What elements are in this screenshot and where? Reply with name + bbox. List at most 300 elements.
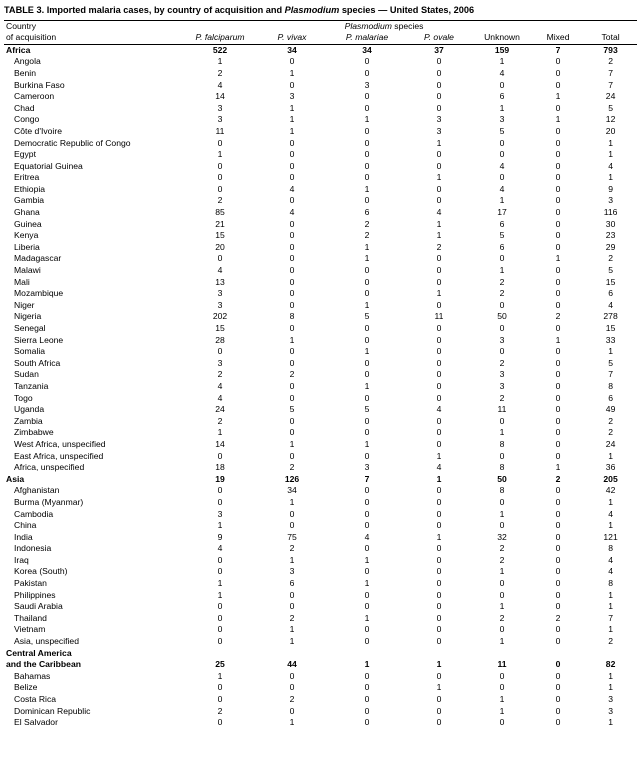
row-value: 0 [555, 508, 561, 519]
row-value: 0 [499, 624, 505, 635]
row-value: 0 [217, 450, 223, 461]
row-value: 522 [212, 44, 228, 55]
row-value: 2 [608, 427, 613, 438]
row-value: 0 [217, 160, 223, 171]
row-value: 0 [289, 415, 295, 426]
row-value: 0 [555, 450, 561, 461]
row-value: 0 [436, 485, 442, 496]
table-row [4, 520, 637, 532]
row-value: 0 [217, 682, 223, 693]
row-value: 15 [215, 230, 225, 241]
row-value: 82 [605, 659, 616, 670]
table-row [4, 694, 637, 706]
row-value: 1 [289, 496, 295, 507]
row-value: 0 [364, 195, 370, 206]
row-value: 1 [436, 682, 442, 693]
row-value: 49 [605, 404, 616, 415]
table-row [4, 369, 637, 381]
row-value: 159 [494, 44, 510, 55]
row-label: Equatorial Guinea [14, 160, 83, 171]
row-value: 12 [605, 114, 616, 125]
row-value: 1 [364, 299, 370, 310]
row-value: 0 [499, 496, 505, 507]
row-value: 0 [555, 404, 561, 415]
row-value: 1 [499, 102, 505, 113]
table-body [4, 44, 637, 729]
row-label: Thailand [14, 612, 47, 623]
row-value: 5 [364, 404, 370, 415]
row-label: Asia [6, 473, 25, 484]
row-value: 0 [555, 601, 561, 612]
row-value: 1 [289, 438, 295, 449]
row-value: 0 [364, 334, 370, 345]
row-value: 1 [289, 67, 295, 78]
row-value: 4 [217, 265, 223, 276]
row-value: 0 [436, 508, 442, 519]
row-label: Nigeria [14, 311, 42, 322]
row-value: 4 [499, 160, 505, 171]
row-label: India [14, 531, 33, 542]
row-value: 32 [497, 531, 507, 542]
row-value: 278 [603, 311, 618, 322]
row-value: 4 [364, 531, 370, 542]
table-row [4, 114, 637, 126]
table-row [4, 219, 637, 231]
table-row [4, 393, 637, 405]
row-value: 0 [436, 276, 442, 287]
row-value: 1 [608, 601, 613, 612]
row-value: 0 [436, 299, 442, 310]
row-value: 8 [608, 578, 613, 589]
row-value: 24 [605, 91, 616, 102]
row-value: 3 [289, 91, 295, 102]
malaria-cases-table [4, 20, 637, 729]
row-label: Democratic Republic of Congo [14, 137, 131, 148]
row-value: 0 [436, 160, 442, 171]
table-row [4, 381, 637, 393]
row-label: Guinea [14, 218, 42, 229]
row-value: 0 [436, 334, 442, 345]
row-label [4, 648, 184, 671]
row-value: 8 [499, 485, 505, 496]
row-value: 3 [608, 705, 613, 716]
row-value: 24 [215, 404, 225, 415]
row-value: 1 [499, 265, 505, 276]
row-label: South Africa [14, 357, 61, 368]
header-species-italic: Plasmodium [344, 20, 392, 31]
row-value: 14 [215, 438, 225, 449]
table-row [4, 91, 637, 103]
row-value: 0 [555, 694, 561, 705]
row-value: 4 [217, 79, 223, 90]
table-row [4, 103, 637, 115]
table-row [4, 706, 637, 718]
row-value: 0 [364, 149, 370, 160]
table-row [4, 172, 637, 184]
row-value: 4 [436, 462, 442, 473]
row-value: 1 [364, 612, 370, 623]
row-value: 1 [608, 670, 613, 681]
row-value: 0 [555, 195, 561, 206]
row-value: 0 [555, 438, 561, 449]
row-value: 0 [364, 415, 370, 426]
row-value: 0 [555, 160, 561, 171]
table-row [4, 56, 637, 68]
row-label: Costa Rica [14, 694, 57, 705]
row-value: 0 [555, 265, 561, 276]
header-col-p-vivax: P. vivax [256, 32, 328, 44]
row-value: 21 [215, 218, 225, 229]
row-value: 0 [364, 427, 370, 438]
row-value: 1 [289, 624, 295, 635]
row-value: 1 [555, 91, 561, 102]
row-value: 3 [499, 380, 505, 391]
row-label: China [14, 520, 37, 531]
row-value: 1 [499, 427, 505, 438]
row-value: 2 [364, 230, 370, 241]
row-value: 3 [499, 114, 505, 125]
row-value: 5 [608, 265, 613, 276]
row-value: 0 [555, 276, 561, 287]
row-value: 3 [289, 566, 295, 577]
row-value: 0 [436, 195, 442, 206]
row-value: 2 [499, 392, 505, 403]
row-value: 1 [436, 172, 442, 183]
row-value: 4 [608, 554, 613, 565]
row-value: 3 [217, 357, 223, 368]
row-value: 15 [605, 323, 616, 334]
row-value: 1 [289, 636, 295, 647]
row-value: 34 [362, 44, 372, 55]
row-value: 0 [289, 380, 295, 391]
row-value: 15 [215, 323, 225, 334]
row-value: 0 [217, 485, 223, 496]
row-value: 0 [436, 380, 442, 391]
row-value: 5 [499, 125, 505, 136]
row-value: 0 [499, 415, 505, 426]
row-value: 0 [555, 578, 561, 589]
row-value: 1 [608, 624, 613, 635]
row-value: 0 [436, 392, 442, 403]
row-value: 0 [499, 149, 505, 160]
table-row [4, 636, 637, 648]
title-suffix: species — United States, 2006 [339, 5, 475, 15]
row-value: 0 [217, 496, 223, 507]
table-row [4, 578, 637, 590]
row-value: 0 [217, 624, 223, 635]
row-value: 2 [217, 67, 223, 78]
row-value: 2 [555, 311, 561, 322]
table-row [4, 265, 637, 277]
row-value: 6 [608, 288, 613, 299]
row-value: 0 [499, 299, 505, 310]
row-value: 0 [217, 612, 223, 623]
row-value: 44 [287, 659, 297, 670]
row-value: 4 [499, 67, 505, 78]
row-value: 25 [215, 659, 225, 670]
row-value: 0 [364, 717, 370, 728]
row-value: 2 [555, 612, 561, 623]
row-value: 3 [499, 369, 505, 380]
row-value: 0 [555, 427, 561, 438]
row-label-line2: and the Caribbean [6, 659, 81, 670]
row-value: 1 [217, 427, 223, 438]
row-value: 0 [436, 624, 442, 635]
row-value: 1 [608, 520, 613, 531]
header-species-rest: species [391, 20, 424, 31]
row-value: 0 [289, 276, 295, 287]
header-country-line1: Country [4, 20, 184, 32]
row-value: 1 [289, 114, 295, 125]
row-value: 1 [608, 496, 613, 507]
row-value: 4 [289, 183, 295, 194]
row-value: 11 [434, 311, 444, 322]
row-value: 37 [434, 44, 444, 55]
row-value: 4 [608, 160, 613, 171]
row-value: 0 [364, 601, 370, 612]
row-value: 34 [287, 485, 297, 496]
row-value: 0 [364, 450, 370, 461]
row-value: 0 [555, 79, 561, 90]
row-label: Iraq [14, 554, 29, 565]
row-label: Cameroon [14, 91, 55, 102]
row-value: 1 [499, 601, 505, 612]
row-value: 793 [603, 44, 618, 55]
row-value: 0 [289, 346, 295, 357]
row-label: Mali [14, 276, 30, 287]
row-label: Malawi [14, 265, 41, 276]
row-value: 1 [364, 554, 370, 565]
row-value: 0 [499, 137, 505, 148]
row-value: 3 [499, 334, 505, 345]
row-label: Saudi Arabia [14, 601, 63, 612]
row-value: 0 [499, 79, 505, 90]
row-value: 0 [289, 299, 295, 310]
row-value: 0 [436, 427, 442, 438]
header-col-unknown: Unknown [472, 32, 532, 44]
row-value: 9 [217, 531, 223, 542]
row-value: 0 [364, 265, 370, 276]
table-row [4, 451, 637, 463]
row-value: 1 [436, 137, 442, 148]
row-value: 0 [436, 369, 442, 380]
table-row [4, 207, 637, 219]
row-label: Egypt [14, 149, 36, 160]
row-value: 0 [499, 450, 505, 461]
row-value: 19 [215, 473, 225, 484]
row-value: 0 [555, 496, 561, 507]
row-value: 0 [436, 323, 442, 334]
row-value: 0 [499, 346, 505, 357]
row-value: 0 [217, 636, 223, 647]
row-value: 4 [608, 508, 613, 519]
row-value: 0 [436, 346, 442, 357]
table-row [4, 126, 637, 138]
row-value: 0 [436, 102, 442, 113]
row-value: 13 [215, 276, 225, 287]
row-value: 1 [499, 56, 505, 67]
row-value: 3 [364, 79, 370, 90]
row-value: 0 [555, 659, 561, 670]
row-value: 0 [364, 624, 370, 635]
table-row [4, 323, 637, 335]
table-row [4, 161, 637, 173]
row-value: 0 [364, 682, 370, 693]
row-value: 0 [436, 183, 442, 194]
row-value: 126 [284, 473, 300, 484]
row-value: 0 [555, 102, 561, 113]
row-value: 6 [499, 218, 505, 229]
row-value: 0 [289, 160, 295, 171]
row-value: 2 [217, 195, 223, 206]
row-value: 0 [499, 717, 505, 728]
row-label: Eritrea [14, 172, 40, 183]
table-row [4, 80, 637, 92]
row-value: 0 [499, 323, 505, 334]
row-label: East Africa, unspecified [14, 450, 104, 461]
row-value: 8 [289, 311, 295, 322]
row-value: 0 [555, 589, 561, 600]
row-label: Kenya [14, 230, 39, 241]
row-value: 0 [436, 79, 442, 90]
row-value: 11 [497, 659, 507, 670]
table-row [4, 682, 637, 694]
row-value: 0 [555, 531, 561, 542]
row-value: 0 [217, 253, 223, 264]
row-value: 0 [289, 265, 295, 276]
row-value: 0 [289, 705, 295, 716]
row-value: 3 [436, 125, 442, 136]
table-row [4, 253, 637, 265]
header-species-group [184, 20, 584, 32]
table-row [4, 543, 637, 555]
row-value: 0 [436, 612, 442, 623]
table-row [4, 555, 637, 567]
row-value: 2 [555, 473, 561, 484]
row-value: 0 [555, 520, 561, 531]
row-value: 0 [289, 520, 295, 531]
row-value: 0 [555, 670, 561, 681]
row-value: 2 [608, 415, 613, 426]
row-value: 0 [289, 601, 295, 612]
row-value: 1 [364, 380, 370, 391]
title-italic-term: Plasmodium [284, 5, 340, 15]
row-value: 0 [555, 566, 561, 577]
row-value: 0 [217, 566, 223, 577]
row-value: 2 [436, 241, 442, 252]
row-value: 1 [608, 172, 613, 183]
row-label: Philippines [14, 589, 56, 600]
row-value: 7 [608, 67, 613, 78]
row-value: 0 [436, 705, 442, 716]
row-label: Togo [14, 392, 33, 403]
row-value: 2 [289, 612, 295, 623]
row-value: 0 [555, 172, 561, 183]
row-value: 0 [289, 392, 295, 403]
row-value: 14 [215, 91, 225, 102]
row-value: 0 [436, 438, 442, 449]
row-value: 23 [605, 230, 616, 241]
row-value: 24 [605, 438, 616, 449]
row-value: 0 [217, 137, 223, 148]
row-value: 0 [364, 67, 370, 78]
row-value: 0 [555, 357, 561, 368]
row-label: Liberia [14, 241, 40, 252]
row-value: 8 [499, 438, 505, 449]
row-value: 0 [436, 694, 442, 705]
row-value: 1 [499, 195, 505, 206]
row-value: 0 [217, 694, 223, 705]
row-value: 6 [499, 91, 505, 102]
row-label: Belize [14, 682, 38, 693]
row-value: 34 [287, 44, 297, 55]
row-value: 1 [364, 346, 370, 357]
row-value: 0 [436, 253, 442, 264]
row-value: 0 [289, 450, 295, 461]
row-value: 0 [364, 496, 370, 507]
row-value: 1 [217, 149, 223, 160]
header-row-columns [4, 32, 637, 44]
row-value: 2 [217, 705, 223, 716]
row-value: 7 [608, 612, 613, 623]
row-value: 1 [364, 241, 370, 252]
row-value: 0 [364, 392, 370, 403]
row-value: 0 [436, 415, 442, 426]
row-value: 0 [289, 682, 295, 693]
row-value: 5 [608, 102, 613, 113]
row-value: 0 [364, 137, 370, 148]
row-value: 1 [499, 694, 505, 705]
row-value: 42 [605, 485, 616, 496]
row-value: 0 [289, 288, 295, 299]
row-value: 1 [289, 334, 295, 345]
row-value: 0 [364, 369, 370, 380]
row-value: 3 [364, 462, 370, 473]
row-value: 2 [289, 543, 295, 554]
row-value: 121 [603, 531, 618, 542]
row-value: 2 [499, 276, 505, 287]
table-row [4, 277, 637, 289]
row-value: 4 [217, 392, 223, 403]
row-value: 0 [289, 508, 295, 519]
row-value: 17 [497, 207, 507, 218]
row-value: 1 [608, 450, 613, 461]
row-value: 0 [436, 265, 442, 276]
row-value: 0 [499, 520, 505, 531]
table-row [4, 138, 637, 150]
row-label: Sudan [14, 369, 39, 380]
row-value: 0 [555, 392, 561, 403]
row-label-line1: Central America [6, 647, 72, 658]
row-value: 0 [499, 172, 505, 183]
row-label: Zambia [14, 415, 43, 426]
row-label: Chad [14, 102, 35, 113]
row-value: 11 [497, 404, 507, 415]
row-value: 0 [217, 601, 223, 612]
row-value: 0 [436, 578, 442, 589]
row-value: 1 [364, 183, 370, 194]
row-value: 0 [289, 427, 295, 438]
row-value: 4 [608, 566, 613, 577]
row-value: 0 [555, 207, 561, 218]
row-value: 0 [364, 91, 370, 102]
row-value: 0 [436, 496, 442, 507]
row-value: 20 [605, 125, 616, 136]
table-title [0, 0, 641, 20]
row-label: Tanzania [14, 380, 49, 391]
row-value: 8 [608, 380, 613, 391]
row-value: 3 [608, 694, 613, 705]
